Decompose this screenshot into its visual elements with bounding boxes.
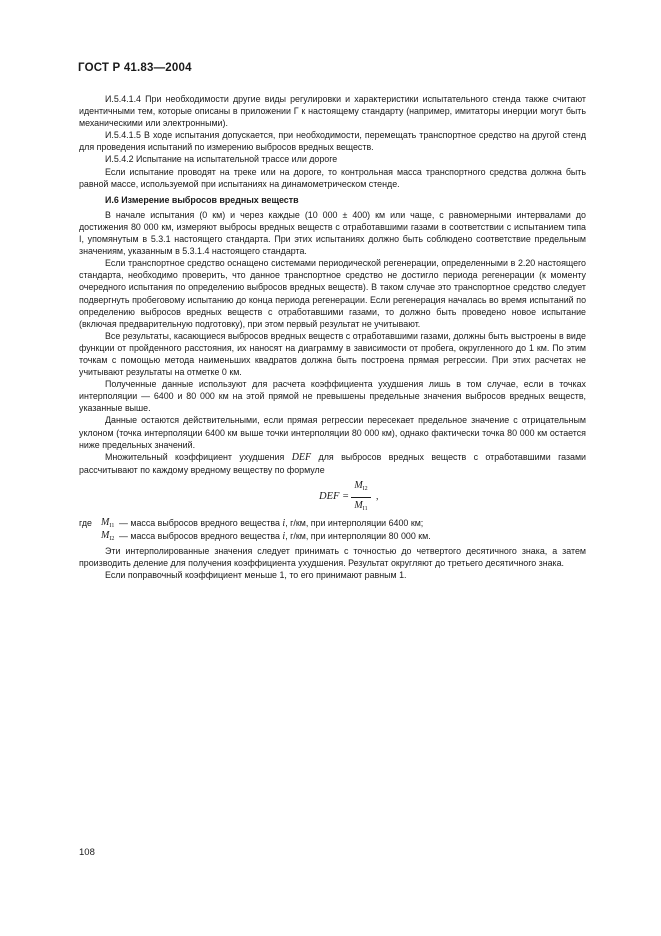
paragraph-regeneration: Если транспортное средство оснащено системами периодической регенерации, определенными в 2.20 настоящего стандарта, необходимо проверить, что данное транспортное средство не достигло периода регенерации (к моменту очередного испытания по определению выбросов вредных веществ). В таком случае это транспортное средство следует подвергнуть пробеговому испытанию до конца периода регенерации. Если регенерация началась во время испытаний по определению выбросов вредных веществ с отработавшими газами, то должно быть проведено новое испытание (включая предварительную подготовку), при этом первый результат не учитывают. — [79, 258, 586, 329]
formula-fraction — [351, 479, 371, 516]
section-heading-i6: И.6 Измерение выбросов вредных веществ — [105, 194, 299, 205]
formula-comma: , — [376, 490, 379, 502]
paragraph-i5414: И.5.4.1.4 При необходимости другие виды регулировки и характеристики испытательного стенда также считают идентичными тем, которые описаны в приложении Г к настоящему стандарту (например, имитаторы инерции могут быть механическими или электронными). — [79, 94, 586, 129]
definition-desc-mi1: — масса выбросов вредного вещества i, г/км, при интерполяции 6400 км; — [119, 517, 424, 529]
definition-lead: где — [79, 517, 92, 528]
paragraph-interpolation: Полученные данные используют для расчета коэффициента ухудшения лишь в том случае, если в точках интерполяции — 6400 и 80 000 км на этой прямой не превышены предельные значения выбросов вредных веществ, указанные выше. — [79, 379, 586, 414]
document-header: ГОСТ Р 41.83—2004 — [78, 62, 192, 74]
fraction-bar — [351, 497, 371, 498]
paragraph-emission-start: В начале испытания (0 км) и через каждые (10 000 ± 400) км или чаще, с равномерными интервалами до достижения 80 000 км, измеряют выбросы вредных веществ с отработавшими газами в соответствии с испытанием типа I, упомянутым в 5.3.1 настоящего стандарта. При этих испытаниях должно быть соблюдено соответствие предельным значениям, указанным в 5.3.1.4 настоящего стандарта. — [79, 209, 586, 257]
paragraph-track-test: Если испытание проводят на треке или на дороге, то контрольная масса транспортного средства должна быть равной массе, используемой при испытаниях на динамометрическом стенде. — [79, 166, 586, 189]
def-formula — [79, 477, 586, 517]
definition-mi1 — [79, 517, 586, 530]
page-number: 108 — [79, 847, 95, 858]
definition-symbol-mi2: $M_{I2}$ — [101, 529, 115, 542]
def-intro-text-a: Множительный коэффициент ухудшения — [105, 451, 285, 462]
formula-numerator: $M_{I2}$ — [354, 479, 368, 492]
formula-lhs: DEF = — [319, 490, 350, 502]
def-symbol: DEF — [291, 451, 312, 463]
paragraph-validity: Данные остаются действительными, если прямая регрессии пересекает предельное значение с отрицательным уклоном (точка интерполяции 6400 км выше точки интерполяции 80 000 км), однако фактически точка 80 000 км остается ниже предельных значений. — [79, 415, 586, 450]
definition-mi2 — [79, 530, 586, 543]
paragraph-i542-title: И.5.4.2 Испытание на испытательной трассе или дороге — [105, 154, 338, 165]
def-intro-text-b: для выбросов вредных веществ с отработавшими газами рассчитывают по каждому вредному веществу по формуле — [79, 451, 587, 475]
paragraph-def-intro — [79, 451, 586, 476]
definition-symbol-mi1: $M_{I1}$ — [101, 516, 115, 529]
paragraph-results-regression: Все результаты, касающиеся выбросов вредных веществ с отработавшими газами, должны быть выстроены в виде функции от пройденного расстояния, их наносят на диаграмму в зависимости от пробега, округленного до 1 км. По этим точкам с помощью метода наименьших квадратов должна быть построена прямая регрессии. При этих расчетах не учитывают результаты на отметке 0 км. — [79, 330, 586, 378]
document-body — [79, 93, 586, 581]
paragraph-correction-factor: Если поправочный коэффициент меньше 1, то его принимают равным 1. — [105, 570, 407, 581]
formula-denominator: $M_{I1}$ — [354, 499, 368, 512]
paragraph-rounding: Эти интерполированные значения следует принимать с точностью до четвертого десятичного знака, а затем производить деление для получения коэффициента ухудшения. Результат округляют до третьего десятичного знака. — [79, 545, 586, 568]
definition-desc-mi2: — масса выбросов вредного вещества i, г/км, при интерполяции 80 000 км. — [119, 530, 431, 542]
paragraph-i5415: И.5.4.1.5 В ходе испытания допускается, при необходимости, перемещать транспортное средство на другой стенд для проведения испытаний по измерению выбросов вредных веществ. — [79, 130, 586, 153]
